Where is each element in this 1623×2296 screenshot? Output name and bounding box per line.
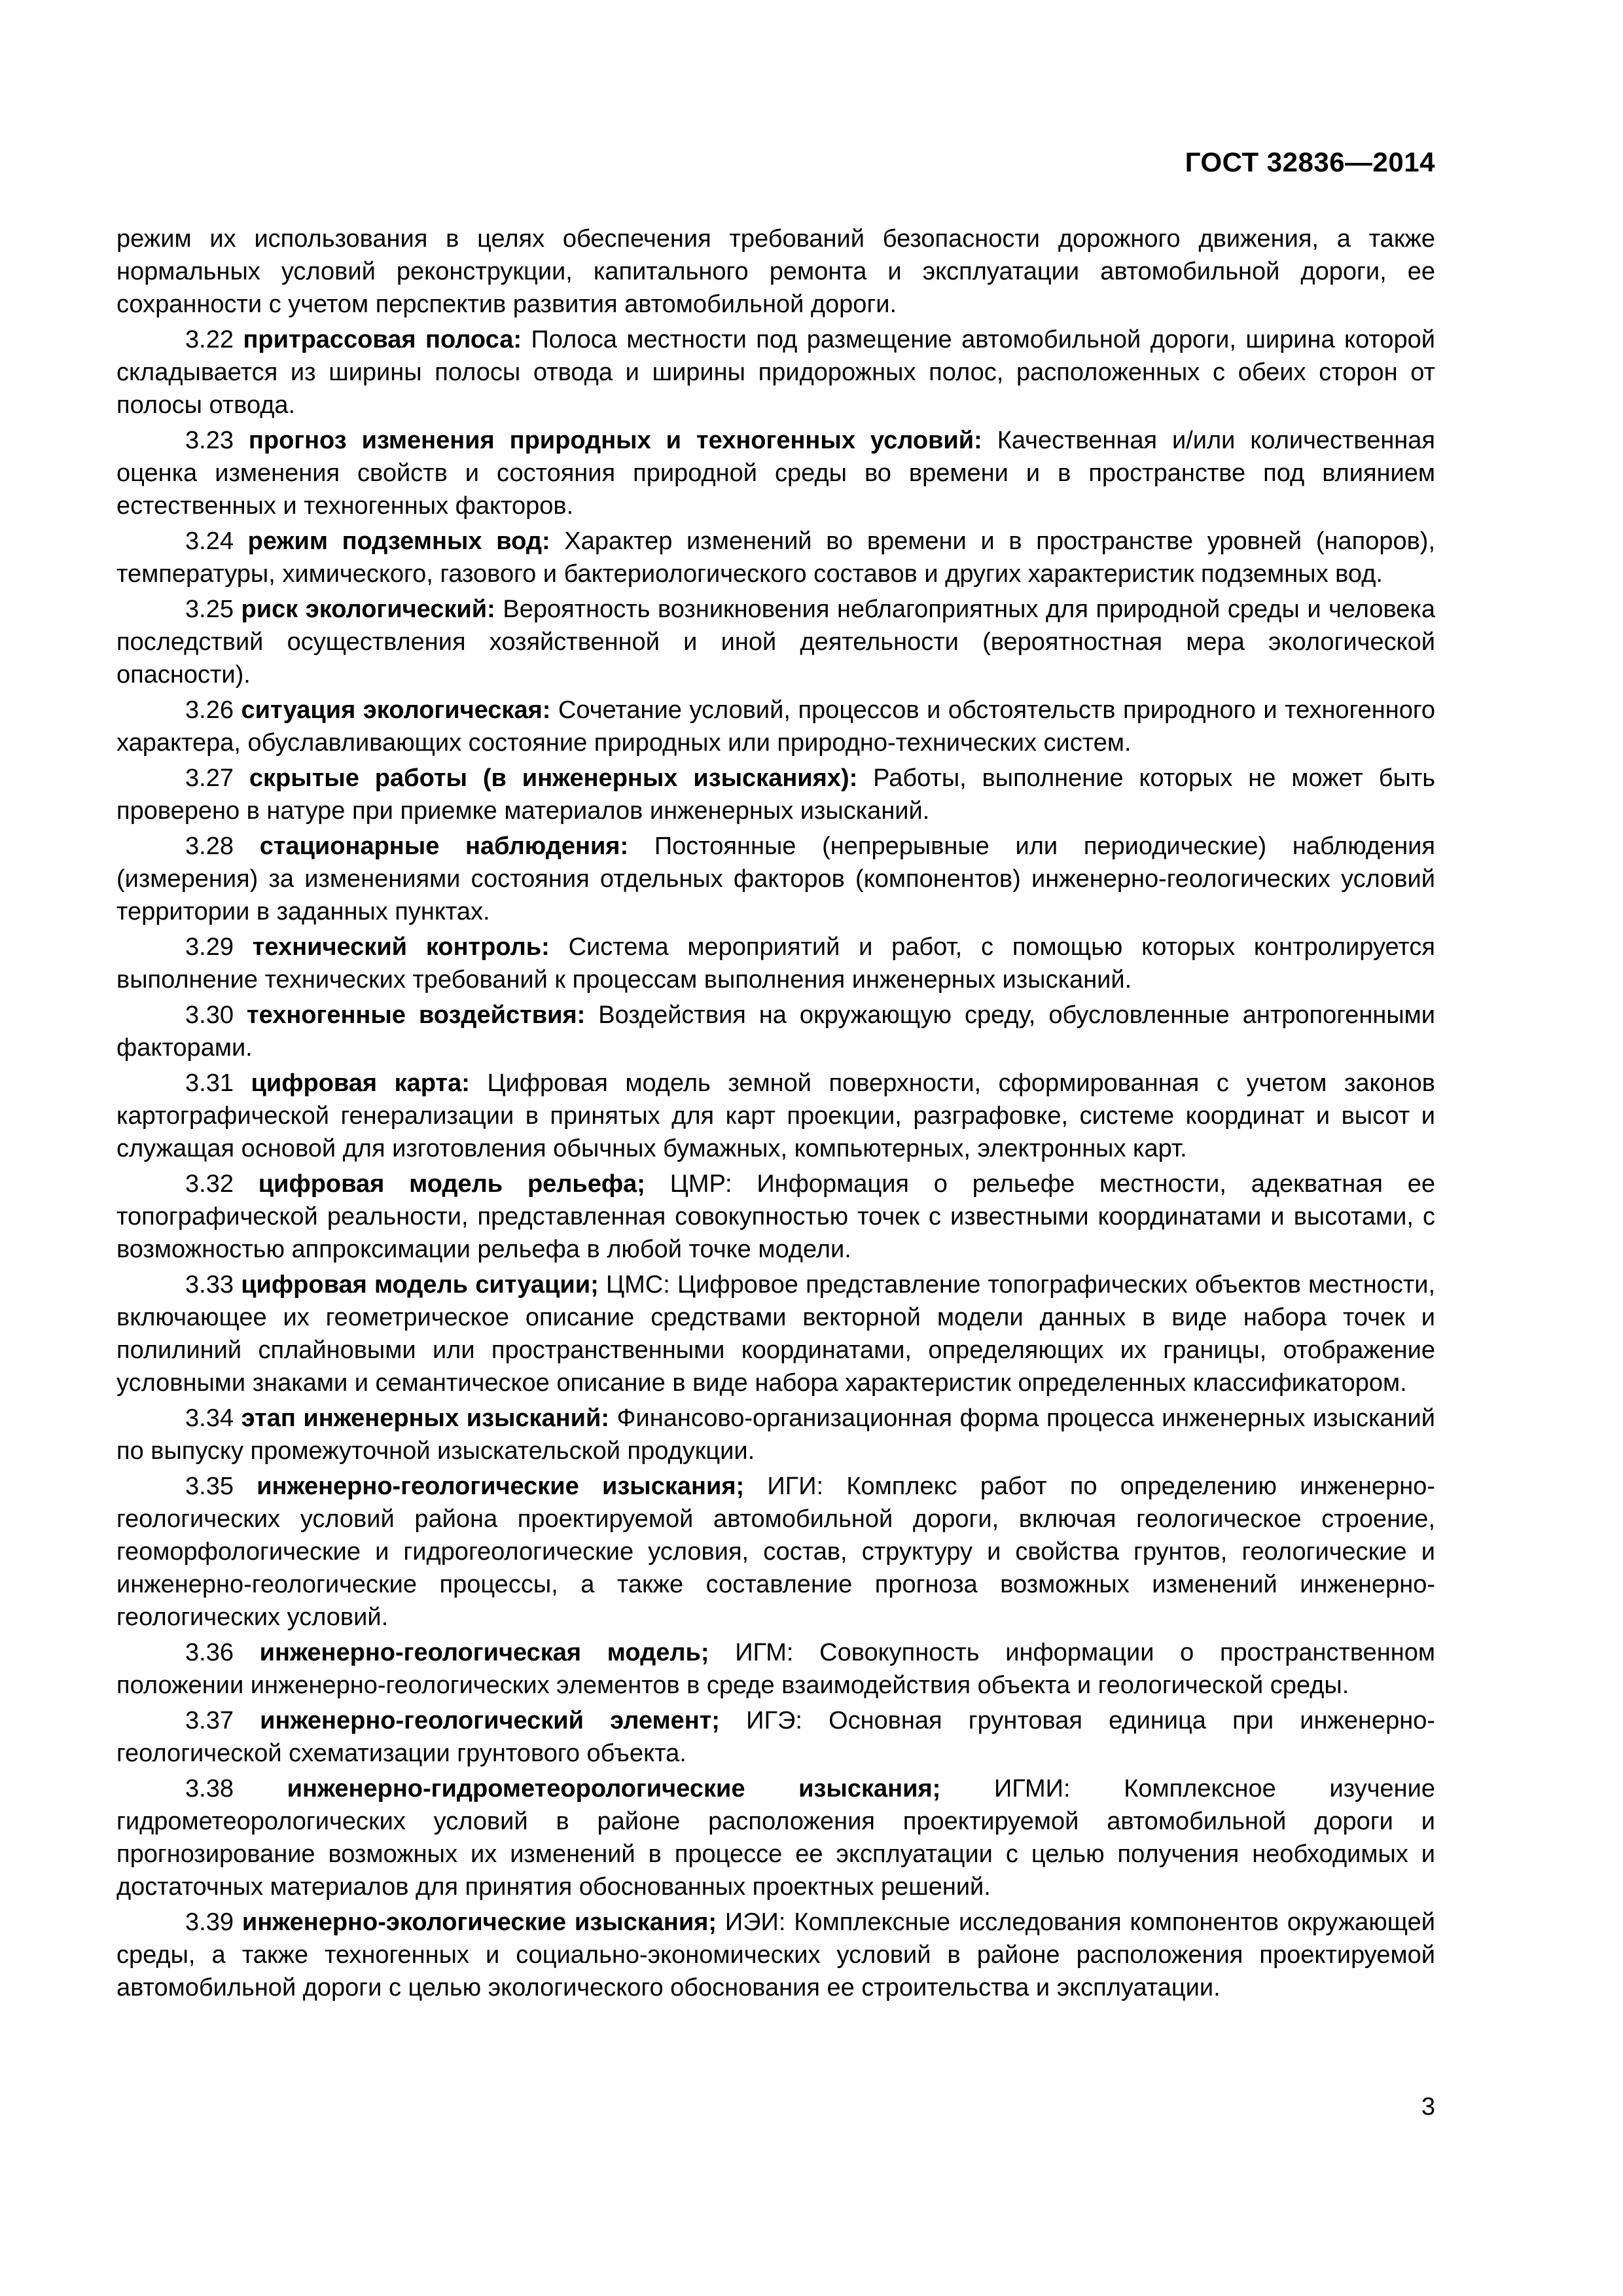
definition-text: Цифровая модель земной поверхности, сформированная с учетом законов картографической генерализации в принятых для карт проекции, разграфовке, системе координат и высот и служащая основой для изготовления обычных бумажных, компьютерных, электронных карт. — [116, 1069, 1435, 1162]
definition-number: 3.23 — [185, 427, 234, 454]
definition-item — [116, 593, 1435, 691]
definition-item — [116, 830, 1435, 928]
definition-item — [116, 931, 1435, 996]
document-body — [116, 223, 1435, 2007]
definition-text: Качественная и/или количественная оценка изменения свойств и состояния природной среды во времени и в пространстве под влиянием естественных и техногенных факторов. — [116, 427, 1436, 520]
definition-number: 3.25 — [185, 596, 234, 623]
definition-term: инженерно-геологическая модель; — [259, 1639, 709, 1666]
definition-text: ИГИ: Комплекс работ по определению инженерно-геологических условий района проектируемой автомобильной дороги, включая геологическое строение, геоморфологические и гидрогеологические условия, состав, структуру и свойства грунтов, геологические и инженерно-геологические процессы, а также составление прогноза возможных изменений инженерно-геологических условий. — [116, 1473, 1435, 1631]
definition-item — [116, 762, 1435, 827]
definition-item — [116, 999, 1435, 1064]
definition-item — [116, 1772, 1435, 1903]
definition-text: Финансово-организационная форма процесса инженерных изысканий по выпуску промежуточной изыскательской продукции. — [116, 1405, 1436, 1465]
definition-number: 3.31 — [185, 1069, 234, 1097]
definition-term: инженерно-гидрометеорологические изыскания; — [287, 1775, 941, 1803]
definition-number: 3.39 — [185, 1909, 234, 1936]
definition-item — [116, 694, 1435, 759]
definition-number: 3.29 — [185, 933, 234, 961]
definition-text: Работы, выполнение которых не может быть проверено в натуре при приемке материалов инженерных изысканий. — [116, 764, 1436, 825]
continuation-paragraph: режим их использования в целях обеспечения требований безопасности дорожного движения, а также нормальных условий реконструкции, капитального ремонта и эксплуатации автомобильной дороги, ее сохранности с учетом перспектив развития автомобильной дороги. — [116, 225, 1435, 318]
definitions-list — [116, 323, 1435, 2004]
definition-term: режим подземных вод: — [247, 528, 550, 555]
definition-term: инженерно-геологические изыскания; — [257, 1473, 745, 1500]
definition-number: 3.22 — [185, 326, 234, 353]
definition-number: 3.27 — [185, 764, 234, 792]
definition-term: инженерно-экологические изыскания; — [241, 1909, 717, 1936]
definition-text: Вероятность возникновения неблагоприятных для природной среды и человека последствий осуществления хозяйственной и иной деятельности (вероятностная мера экологической опасности). — [116, 596, 1435, 689]
definition-item — [116, 1402, 1435, 1467]
definition-item — [116, 525, 1435, 590]
definition-number: 3.35 — [185, 1473, 234, 1500]
definition-item — [116, 1470, 1435, 1634]
definition-term: этап инженерных изысканий: — [241, 1405, 610, 1432]
definition-number: 3.38 — [185, 1775, 234, 1803]
definition-text: Полоса местности под размещение автомобильной дороги, ширина которой складывается из ширины полосы отвода и ширины придорожных полос, расположенных с обеих сторон от полосы отвода. — [116, 326, 1435, 419]
definition-item — [116, 1168, 1435, 1266]
definition-term: техногенные воздействия: — [246, 1001, 586, 1029]
definition-text: Постоянные (непрерывные или периодические) наблюдения (измерения) за изменениями состояния отдельных факторов (компонентов) инженерно-геологических условий территории в заданных пунктах. — [116, 833, 1435, 925]
definition-number: 3.33 — [185, 1271, 234, 1299]
definition-term: риск экологический: — [241, 596, 495, 623]
page-number: 3 — [1421, 2093, 1435, 2121]
definition-text: Характер изменений во времени и в пространстве уровней (напоров), температуры, химического, газового и бактериологического составов и других характеристик подземных вод. — [116, 528, 1435, 588]
definition-text: ИЭИ: Комплексные исследования компонентов окружающей среды, а также техногенных и социально-экономических условий в районе расположения проектируемой автомобильной дороги с целью экологического обоснования ее строительства и эксплуатации. — [116, 1909, 1435, 2001]
definition-text: ИГЭ: Основная грунтовая единица при инженерно-геологической схематизации грунтового объекта. — [116, 1707, 1436, 1767]
definition-term: цифровая модель ситуации; — [241, 1271, 599, 1299]
definition-term: цифровая модель рельефа; — [258, 1170, 645, 1198]
definition-term: ситуация экологическая: — [241, 696, 551, 724]
definition-number: 3.32 — [185, 1170, 234, 1198]
definition-text: ЦМС: Цифровое представление топографических объектов местности, включающее их геометрическое описание средствами векторной модели данных в виде набора точек и полилиний сплайновыми или пространственными координатами, определяющих их границы, отображение условными знаками и семантическое описание в виде набора характеристик определенных классификатором. — [116, 1271, 1436, 1397]
definition-term: технический контроль: — [252, 933, 550, 961]
definition-item — [116, 424, 1435, 522]
definition-term: инженерно-геологический элемент; — [260, 1707, 720, 1734]
definition-item — [116, 1704, 1435, 1770]
definition-item — [116, 323, 1435, 422]
definition-number: 3.30 — [185, 1001, 234, 1029]
definition-text: ИГМ: Совокупность информации о пространственном положении инженерно-геологических элементов в среде взаимодействия объекта и геологической среды. — [116, 1639, 1435, 1699]
definition-text: ЦМР: Информация о рельефе местности, адекватная ее топографической реальности, представленная совокупностью точек с известными координатами и высотами, с возможностью аппроксимации рельефа в любой точке модели. — [116, 1170, 1435, 1263]
definition-text: Воздействия на окружающую среду, обусловленные антропогенными факторами. — [116, 1001, 1435, 1062]
definition-number: 3.36 — [185, 1639, 234, 1666]
definition-text: ИГМИ: Комплексное изучение гидрометеорологических условий в районе расположения проектируемой автомобильной дороги и прогнозирование возможных их изменений в процессе ее эксплуатации с целью получения необходимых и достаточных материалов для принятия обоснованных проектных решений. — [116, 1775, 1435, 1901]
definition-item — [116, 1268, 1435, 1399]
document-header — [1185, 147, 1435, 178]
definition-item — [116, 1636, 1435, 1702]
definition-term: скрытые работы (в инженерных изысканиях): — [249, 764, 858, 792]
definition-item — [116, 1906, 1435, 2004]
definition-text: Сочетание условий, процессов и обстоятельств природного и техногенного характера, обуславливающих состояние природных или природно-технических систем. — [116, 696, 1435, 757]
definition-number: 3.26 — [185, 696, 234, 724]
document-id: ГОСТ 32836—2014 — [1185, 147, 1435, 177]
definition-number: 3.34 — [185, 1405, 234, 1432]
definition-term: стационарные наблюдения: — [259, 833, 629, 860]
definition-term: прогноз изменения природных и техногенных условий: — [248, 427, 982, 454]
definition-text: Система мероприятий и работ, с помощью которых контролируется выполнение технических требований к процессам выполнения инженерных изысканий. — [116, 933, 1435, 994]
definition-term: цифровая карта: — [251, 1069, 470, 1097]
definition-number: 3.28 — [185, 833, 234, 860]
definition-term: притрассовая полоса: — [243, 326, 522, 353]
definition-number: 3.24 — [185, 528, 234, 555]
definition-number: 3.37 — [185, 1707, 234, 1734]
definition-item — [116, 1067, 1435, 1165]
